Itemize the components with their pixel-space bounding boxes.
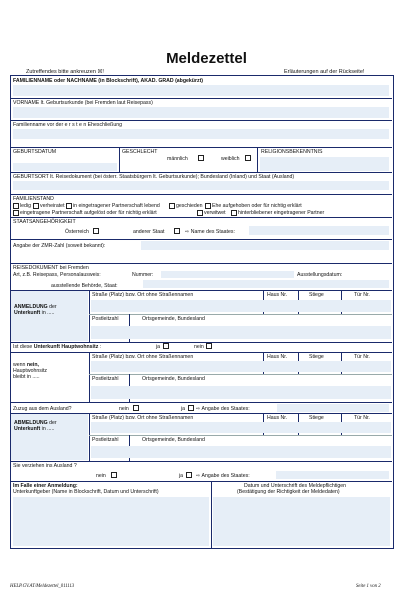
moving-abroad-no-checkbox[interactable] (111, 472, 117, 478)
zmr-field[interactable] (141, 241, 389, 250)
marital-status-label: FAMILIENSTAND (13, 196, 54, 202)
main-municipality-label: Ortsgemeinde, Bundesland (142, 376, 205, 382)
dereg-municipality-label: Ortsgemeinde, Bundesland (142, 437, 205, 443)
divorced-checkbox[interactable] (169, 203, 175, 209)
to-state-field[interactable] (276, 471, 389, 479)
doc-number-field[interactable] (161, 271, 294, 278)
issuing-authority-field[interactable] (143, 280, 389, 288)
married-label: verheiratet (40, 203, 65, 209)
surviving-partner-checkbox[interactable] (231, 210, 237, 216)
other-state-checkbox[interactable] (174, 228, 180, 234)
issuing-authority-label: ausstellende Behörde, Staat: (51, 283, 118, 289)
firstname-label: VORNAME lt. Geburtsurkunde (bei Fremden laut Reisepass) (13, 100, 153, 106)
partnership-label: in eingetragener Partnerschaft lebend (73, 203, 160, 209)
main-municipality-field[interactable] (91, 386, 391, 399)
travel-doc-type-label: Art, z.B. Reisepass, Personalausweis: (13, 272, 101, 278)
marriage-annulled-label: Ehe aufgehoben oder für nichtig erklärt (212, 203, 302, 209)
firstname-field[interactable] (13, 107, 389, 118)
surviving-partner-label: hinterbliebener eingetragener Partner (238, 210, 325, 216)
surname-field[interactable] (13, 85, 389, 96)
widowed-label: verwitwet (204, 210, 226, 216)
to-state-label: ⇨ Angabe des Staates: (196, 473, 250, 479)
moving-abroad-label: Sie verziehen ins Ausland ? (13, 463, 77, 469)
dereg-municipality-field[interactable] (91, 446, 391, 458)
reg-door-label: Tür Nr. (354, 292, 370, 298)
single-checkbox[interactable] (13, 203, 19, 209)
dereg-house-label: Haus Nr. (267, 415, 288, 421)
from-state-label: ⇨ Angabe des Staates: (196, 406, 250, 412)
footer-reference: HELP.GV.AT/Meldezettel_011113 (10, 584, 75, 589)
main-residence-yes-checkbox[interactable] (163, 343, 169, 349)
from-state-field[interactable] (277, 404, 389, 412)
austria-label: Österreich (65, 229, 89, 235)
female-label: weiblich (221, 156, 240, 162)
abroad-no-checkbox[interactable] (133, 405, 139, 411)
moving-abroad-yes-label: ja (179, 473, 184, 479)
maiden-name-field[interactable] (13, 129, 389, 139)
divorced-label: geschieden (176, 203, 203, 209)
partnership-checkbox[interactable] (66, 203, 72, 209)
main-door-label: Tür Nr. (354, 354, 370, 360)
birthplace-label: GEBURTSORT lt. Reisedokument (bei österr. Staatsbürgern lt. Geburtsurkunde); Bundesland (Inland) und Staat (Ausland) (13, 174, 295, 180)
main-residence-question: Ist diese Unterkunft Hauptwohnsitz : (13, 344, 102, 350)
main-stair-label: Stiege (309, 354, 324, 360)
if-no-label: wenn nein, (13, 362, 39, 368)
instruction-note: Zutreffendes bitte ankreuzen ☒! (26, 69, 104, 75)
explanation-note: Erläuterungen auf der Rückseite! (284, 69, 365, 75)
abroad-yes-checkbox[interactable] (188, 405, 194, 411)
host-signature-field[interactable] (13, 497, 209, 546)
citizenship-label: STAATSANGEHÖRIGKEIT (13, 219, 76, 225)
registration-heading: ANMELDUNG der (14, 304, 57, 310)
married-checkbox[interactable] (33, 203, 39, 209)
reg-municipality-field[interactable] (91, 326, 391, 339)
abroad-yes-label: ja (181, 406, 186, 412)
main-house-label: Haus Nr. (267, 354, 288, 360)
moving-abroad-no-label: nein (96, 473, 106, 479)
issue-date-label: Ausstellungsdatum: (297, 272, 343, 278)
reg-stair-label: Stiege (309, 292, 324, 298)
marriage-annulled-checkbox[interactable] (205, 203, 211, 209)
birthdate-field[interactable] (13, 163, 117, 171)
dereg-address-field[interactable] (91, 422, 391, 433)
male-checkbox[interactable] (198, 155, 204, 161)
main-residence-yes-label: ja (156, 344, 161, 350)
austria-checkbox[interactable] (93, 228, 99, 234)
reg-municipality-label: Ortsgemeinde, Bundesland (142, 316, 205, 322)
birthdate-label: GEBURTSDATUM (13, 149, 57, 155)
female-checkbox[interactable] (245, 155, 251, 161)
main-residence-no-checkbox[interactable] (206, 343, 212, 349)
state-name-field[interactable] (249, 226, 389, 235)
religion-label: RELIGIONSBEKENNTNIS (261, 149, 323, 155)
partnership-dissolved-label: eingetragene Partnerschaft aufgelöst oder für nichtig erklärt (20, 210, 157, 216)
religion-field[interactable] (260, 157, 389, 171)
state-name-label: ⇨ Name des Staates: (185, 229, 235, 235)
main-zip-label: Postleitzahl (92, 376, 119, 382)
reg-address-field[interactable] (91, 300, 391, 312)
main-address-field[interactable] (91, 361, 391, 372)
abroad-no-label: nein (119, 406, 129, 412)
host-label: Unterkunftgeber (Name in Blockschrift, Datum und Unterschrift) (13, 489, 159, 495)
other-state-label: anderer Staat (133, 229, 165, 235)
dereg-door-label: Tür Nr. (354, 415, 370, 421)
reg-street-label: Straße (Platz) bzw. Ort ohne Straßennamen (92, 292, 194, 298)
signature-label: Datum und Unterschrift des Meldepflichtigen (244, 483, 347, 489)
main-residence-no-label: nein (194, 344, 204, 350)
deregistration-heading: ABMELDUNG der (14, 420, 57, 426)
registrant-signature-field[interactable] (213, 497, 390, 546)
page-number: Seite 1 von 2 (356, 584, 381, 589)
reg-house-label: Haus Nr. (267, 292, 288, 298)
dereg-street-label: Straße (Platz) bzw. Ort ohne Straßennamen (92, 415, 194, 421)
reg-zip-label: Postleitzahl (92, 316, 119, 322)
surname-label: FAMILIENNAME oder NACHNAME (in Blockschrift), AKAD. GRAD (abgekürzt) (13, 78, 204, 84)
signature-note: (Bestätigung der Richtigkeit der Meldedaten) (237, 489, 340, 495)
doc-number-label: Nummer: (132, 272, 154, 278)
moving-from-abroad-label: Zuzug aus dem Ausland? (13, 406, 72, 412)
moving-abroad-yes-checkbox[interactable] (186, 472, 192, 478)
main-street-label: Straße (Platz) bzw. Ort ohne Straßennamen (92, 354, 194, 360)
page-title: Meldezettel (166, 50, 247, 67)
partnership-dissolved-checkbox[interactable] (13, 210, 19, 216)
travel-doc-label: REISEDOKUMENT bei Fremden (13, 265, 89, 271)
male-label: männlich (167, 156, 188, 162)
birthplace-field[interactable] (13, 181, 389, 190)
widowed-checkbox[interactable] (197, 210, 203, 216)
dereg-zip-label: Postleitzahl (92, 437, 119, 443)
maiden-name-label: Familienname vor der e r s t e n Eheschließung (13, 122, 122, 128)
gender-label: GESCHLECHT (122, 149, 158, 155)
registration-form: FAMILIENNAME oder NACHNAME (in Blockschrift), AKAD. GRAD (abgekürzt) VORNAME lt. Geburtsurkunde (bei Fremden laut Reisepass) Familienname vor der e r s t e n Eheschließung GEBURTSDATUM GESCHLECHT männlich weiblich RELIGIONSBEKENNTNIS GEBURTSORT lt. Reisedokument (bei österr. Staatsbürgern lt. Geburtsurkunde); Bundesland (Inland) und Staat (Ausland) FAMILIENSTAND ledig verheiratet in eingetragener Partnerschaft lebend geschieden Ehe aufgehoben oder für nichtig erklärt eingetragene Partnerschaft aufgelöst oder für nichtig erklärt verwitwet hinterbliebener eingetragener Partner STAATSANGEHÖRIGKEIT Österreich anderer Staat ⇨ Name des Staates: Angabe der ZMR-Zahl (soweit bekannt): REISEDOKUMENT bei Fremden Art, z.B. Reisepass, Personalausweis: Nummer: Ausstellungsdatum: ausstellende Behörde, Staat: ANMELDUNG der Unterkunft in ..... Straße (Platz) bzw. Ort ohne Straßennamen Haus Nr. Stiege Tür Nr. Postleitzahl Ortsgemeinde, Bundesland Ist diese Unterkunft Hauptwohnsitz : ja nein wenn nein, Hauptwohnsitz bleibt in ..... Straße (Platz) bzw. Ort ohne Straßennamen Haus Nr. Stiege Tür Nr. Postleitzahl Ortsgemeinde, Bundesland Zuzug aus dem Ausland? nein ja ⇨ Angabe des Staates: ABMELDUNG der Unterkunft in ..... Straße (Platz) bzw. Ort ohne Straßennamen Haus Nr. Stiege Tür Nr. Postleitzahl Ortsgemeinde, Bundesland Sie verziehen ins Ausland ? nein ja ⇨ Angabe des Staates: Im Falle einer Anmeldung: Unterkunftgeber (Name in Blockschrift, Datum und Unterschrift) Datum und Unterschrift des Meldepflichtigen (Bestätigung der Richtigkeit der Meldedaten) (10, 75, 394, 549)
single-label: ledig (20, 203, 31, 209)
zmr-label: Angabe der ZMR-Zahl (soweit bekannt): (13, 243, 106, 249)
dereg-stair-label: Stiege (309, 415, 324, 421)
host-heading: Im Falle einer Anmeldung: (13, 483, 78, 489)
